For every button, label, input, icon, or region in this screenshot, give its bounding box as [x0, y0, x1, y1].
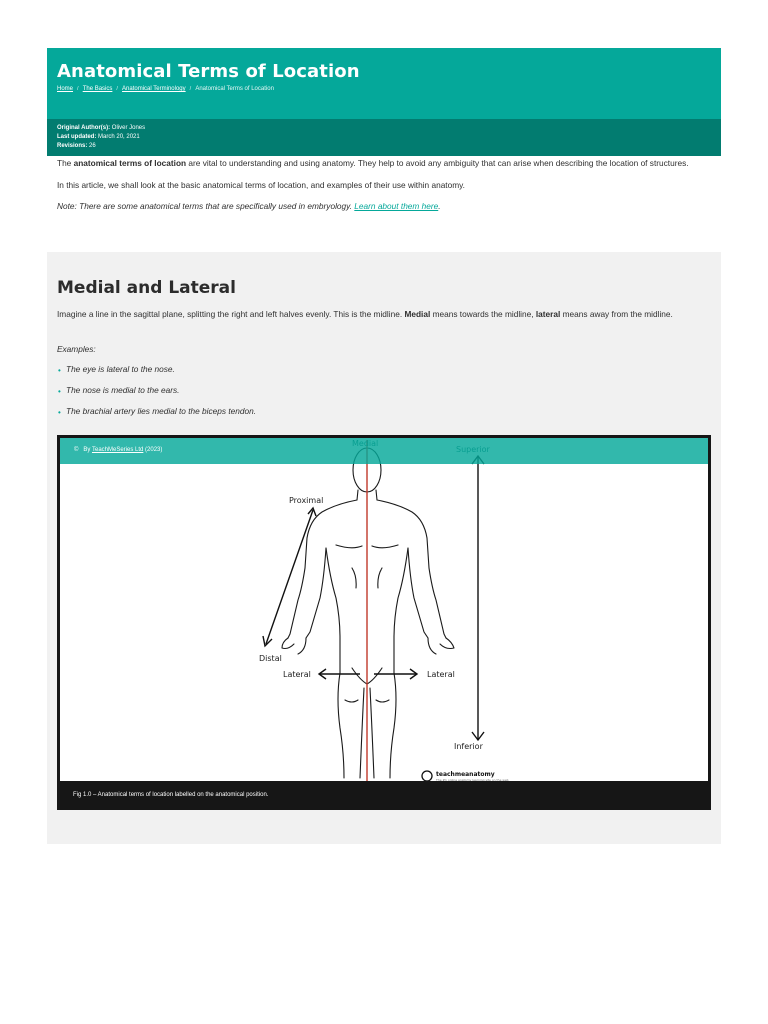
intro-paragraph-1: The anatomical terms of location are vital to understanding and using anatomy. They help to avoid any ambiguity that can arise when describing the location of structures.	[57, 158, 689, 168]
revisions-line: Revisions: 26	[57, 143, 96, 149]
label-lateral-left: Lateral	[283, 670, 311, 679]
list-item: • The eye is lateral to the nose.	[58, 364, 175, 375]
intro-text	[47, 156, 721, 213]
section-title: Medial and Lateral	[57, 278, 236, 298]
svg-text:teachmeanatomy: teachmeanatomy	[436, 771, 495, 778]
list-item: • The nose is medial to the ears.	[58, 385, 180, 396]
label-distal: Distal	[259, 654, 282, 663]
breadcrumb: Home / The Basics / Anatomical Terminology / Anatomical Terms of Location	[57, 86, 274, 92]
figure-credit: © By TeachMeSeries Ltd (2023)	[74, 447, 163, 453]
superior-inferior-arrow	[472, 456, 484, 740]
examples-list	[57, 364, 256, 427]
svg-text:The #1 online anatomy learning: The #1 online anatomy learning site on the web	[436, 778, 509, 781]
figure-credit-banner	[60, 438, 708, 464]
anatomy-figure	[57, 435, 711, 810]
embryology-note: Note: There are some anatomical terms that are specifically used in embryology. Learn about them here.	[57, 201, 441, 211]
section-paragraph: Imagine a line in the sagittal plane, splitting the right and left halves evenly. This is the midline. Medial means towards the midline, lateral means away from the midline.	[57, 309, 673, 319]
copyright-icon: ©	[74, 447, 79, 453]
teachmeanatomy-logo	[422, 771, 509, 781]
breadcrumb-home[interactable]: Home	[57, 86, 74, 92]
breadcrumb-anatomical-terminology[interactable]: Anatomical Terminology	[122, 86, 186, 92]
intro-paragraph-2: In this article, we shall look at the basic anatomical terms of location, and examples of their use within anatomy.	[57, 180, 465, 190]
breadcrumb-current: Anatomical Terms of Location	[195, 86, 274, 92]
label-proximal: Proximal	[289, 496, 324, 505]
figure-image	[60, 438, 708, 781]
page-title: Anatomical Terms of Location	[57, 61, 360, 82]
author-line: Original Author(s): Oliver Jones	[57, 125, 146, 131]
breadcrumb-the-basics[interactable]: The Basics	[82, 86, 113, 92]
credit-link[interactable]: TeachMeSeries Ltd	[91, 447, 144, 453]
proximal-distal-arrow	[263, 508, 316, 646]
article-meta	[47, 119, 721, 156]
label-inferior: Inferior	[454, 742, 483, 751]
figure-caption: Fig 1.0 – Anatomical terms of location labelled on the anatomical position.	[73, 792, 269, 798]
article-header	[47, 48, 721, 213]
medial-lateral-section	[47, 252, 721, 844]
bullet-icon: •	[58, 366, 61, 375]
lateral-arrows	[319, 669, 417, 679]
list-item: • The brachial artery lies medial to the biceps tendon.	[58, 406, 257, 417]
bullet-icon: •	[58, 387, 61, 396]
updated-line: Last updated: March 20, 2021	[57, 134, 140, 140]
examples-label: Examples:	[57, 344, 96, 354]
embryology-link[interactable]: Learn about them here	[354, 201, 439, 211]
anatomical-position-diagram	[60, 438, 708, 781]
title-banner	[47, 48, 721, 119]
bullet-icon: •	[58, 408, 61, 417]
label-lateral-right: Lateral	[427, 670, 455, 679]
